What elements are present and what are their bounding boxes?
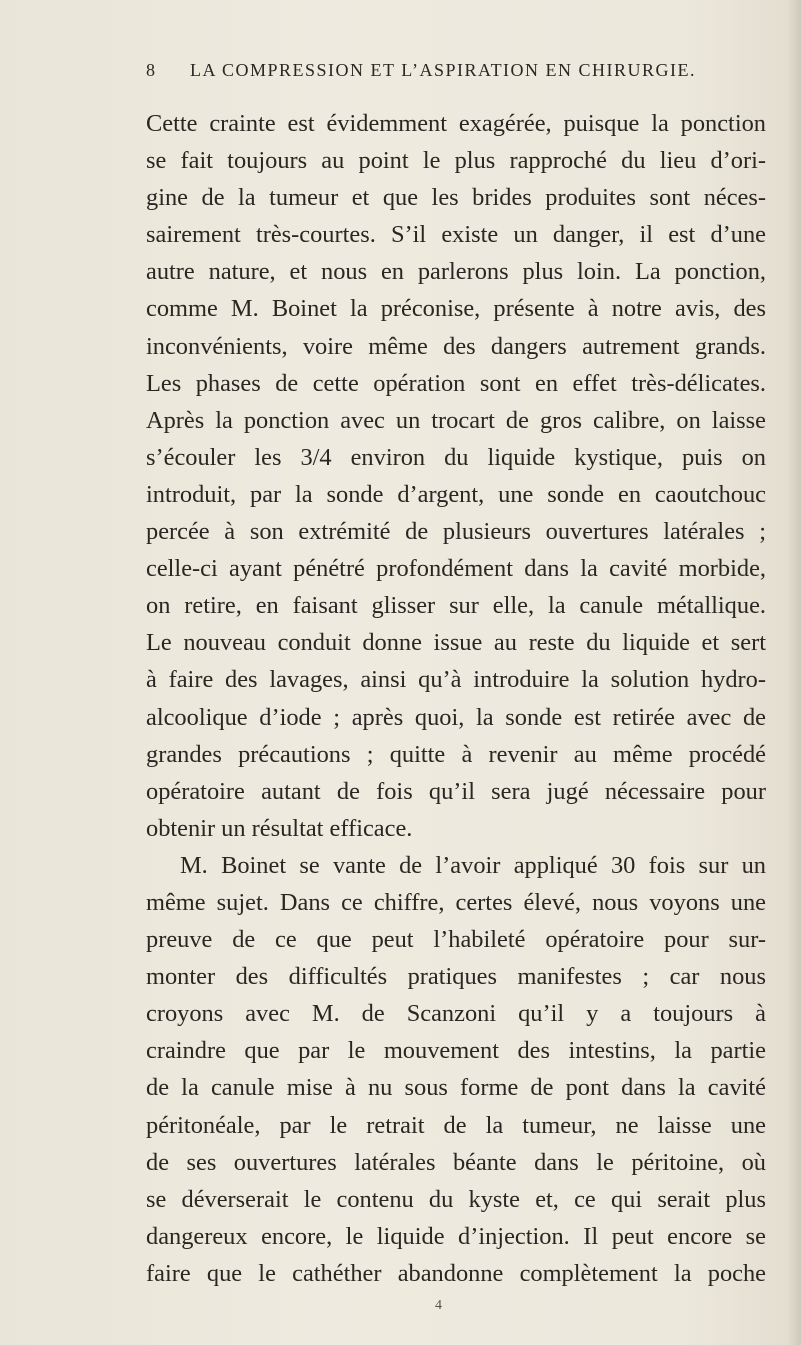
text-line: M. Boinet se vante de l’avoir appliqué 30 fois sur un xyxy=(180,851,766,879)
text-line: grandes précautions ; quitte à revenir au même procédé xyxy=(146,740,766,768)
text-line: à faire des lavages, ainsi qu’à introduire la solution hydro- xyxy=(146,666,766,694)
text-line: monter des difficultés pratiques manifestes ; car nous xyxy=(146,963,766,991)
text-line: gine de la tumeur et que les brides produites sont néces- xyxy=(146,184,766,212)
page-number: 8 xyxy=(146,60,157,80)
text-line: autre nature, et nous en parlerons plus loin. La ponction, xyxy=(146,258,766,286)
text-line: obtenir un résultat efficace. xyxy=(146,814,413,842)
text-line: Le nouveau conduit donne issue au reste du liquide et sert xyxy=(146,629,766,657)
text-line: s’écouler les 3/4 environ du liquide kystique, puis on xyxy=(146,443,766,471)
paragraph xyxy=(146,847,766,1292)
text-line: dangereux encore, le liquide d’injection. Il peut encore se xyxy=(146,1222,766,1250)
text-line: Les phases de cette opération sont en effet très-délicates. xyxy=(146,369,766,397)
text-line: opératoire autant de fois qu’il sera jugé nécessaire pour xyxy=(146,777,766,805)
text-line: même sujet. Dans ce chiffre, certes élevé, nous voyons une xyxy=(146,888,766,916)
text-line: de la canule mise à nu sous forme de pont dans la cavité xyxy=(146,1074,766,1102)
page-edge-shadow xyxy=(787,0,801,1345)
text-line: preuve de ce que peut l’habileté opératoire pour sur- xyxy=(146,926,766,954)
text-line: Après la ponction avec un trocart de gros calibre, on laisse xyxy=(146,406,766,434)
running-header xyxy=(146,60,766,90)
text-line: celle-ci ayant pénétré profondément dans la cavité morbide, xyxy=(146,555,766,583)
body-text xyxy=(146,105,766,1292)
running-title: LA COMPRESSION ET L’ASPIRATION EN CHIRURGIE. xyxy=(190,60,697,80)
text-line: se fait toujours au point le plus rapproché du lieu d’ori- xyxy=(146,147,766,175)
text-line: de ses ouvertures latérales béante dans le péritoine, où xyxy=(146,1148,766,1176)
paragraph xyxy=(146,105,766,847)
text-line: introduit, par la sonde d’argent, une sonde en caoutchouc xyxy=(146,480,766,508)
text-line: craindre que par le mouvement des intestins, la partie xyxy=(146,1037,766,1065)
text-line: percée à son extrémité de plusieurs ouvertures latérales ; xyxy=(146,518,766,546)
text-line: faire que le cathéther abandonne complètement la poche xyxy=(146,1259,766,1287)
text-line: croyons avec M. de Scanzoni qu’il y a toujours à xyxy=(146,1000,766,1028)
text-line: sairement très-courtes. S’il existe un danger, il est d’une xyxy=(146,221,766,249)
text-line: Cette crainte est évidemment exagérée, puisque la ponction xyxy=(146,110,766,137)
text-line: alcoolique d’iode ; après quoi, la sonde est retirée avec de xyxy=(146,703,766,731)
signature-mark: 4 xyxy=(435,1298,442,1313)
text-line: péritonéale, par le retrait de la tumeur, ne laisse une xyxy=(146,1111,766,1139)
text-line: inconvénients, voire même des dangers autrement grands. xyxy=(146,332,766,360)
text-line: comme M. Boinet la préconise, présente à notre avis, des xyxy=(146,295,766,323)
text-line: se déverserait le contenu du kyste et, ce qui serait plus xyxy=(146,1185,766,1213)
text-line: on retire, en faisant glisser sur elle, la canule métallique. xyxy=(146,592,766,620)
